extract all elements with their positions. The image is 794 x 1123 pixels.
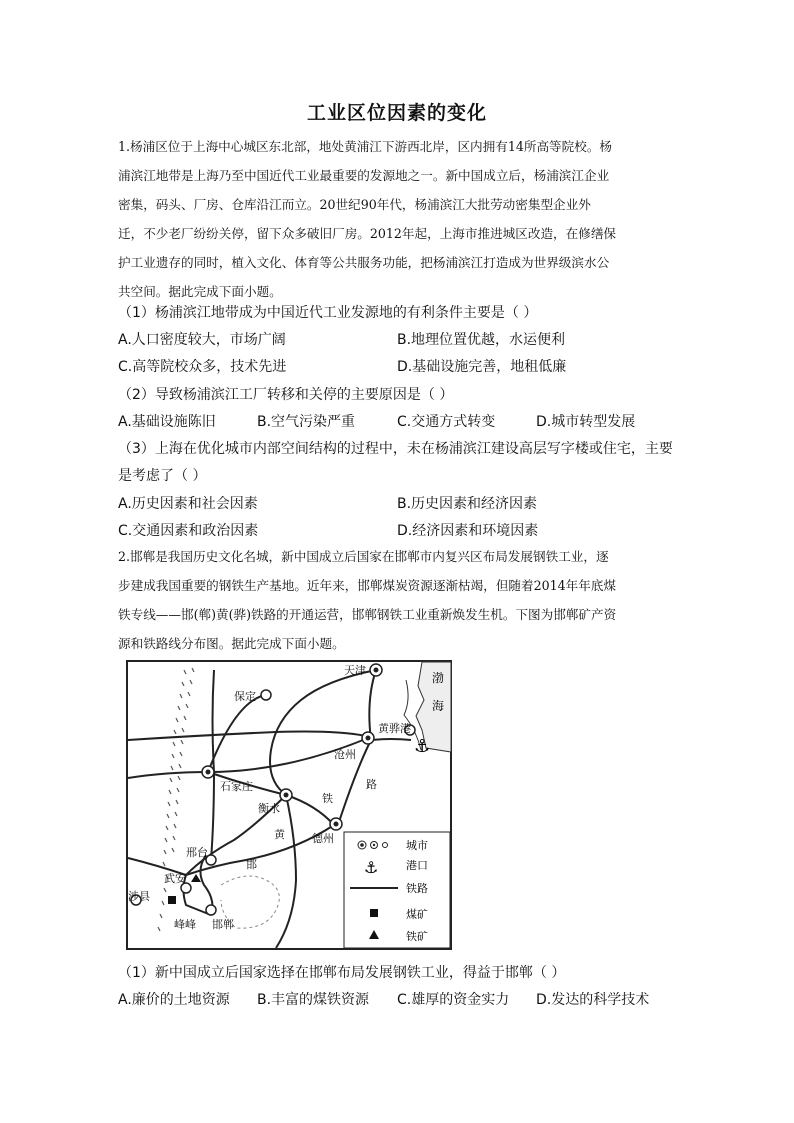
question-2-stem: （2）导致杨浦滨江工厂转移和关停的主要原因是（ ） bbox=[118, 387, 454, 403]
city-handan-marker bbox=[206, 905, 216, 915]
legend-rail: 铁路 bbox=[406, 882, 428, 895]
label-xingtai: 邢台 bbox=[186, 846, 208, 859]
passage-1 bbox=[118, 132, 678, 306]
coal-mine-marker bbox=[168, 896, 176, 904]
legend-coal: 煤矿 bbox=[406, 908, 428, 921]
rail-label-huang: 黄 bbox=[274, 828, 285, 841]
map-legend bbox=[344, 832, 450, 948]
q2-option-d[interactable]: D.城市转型发展 bbox=[536, 414, 636, 430]
passage-line: 密集，码头、厂房、仓库沿江而立。20世纪90年代，杨浦滨江大批劳动密集型企业外 bbox=[118, 197, 591, 212]
legend-port: 港口 bbox=[406, 859, 428, 872]
label-shijiazhuang: 石家庄 bbox=[220, 780, 253, 793]
passage-line: 源和铁路线分布图。据此完成下面小题。 bbox=[118, 636, 345, 651]
question-4-stem: （1）新中国成立后国家选择在邯郸布局发展钢铁工业，得益于邯郸（ ） bbox=[118, 965, 566, 981]
passage-line: 迁，不少老厂纷纷关停，留下众多破旧厂房。2012年起，上海市推进城区改造，在修缮保 bbox=[118, 226, 617, 241]
label-handan: 邯郸 bbox=[212, 918, 234, 931]
q3-option-b[interactable]: B.历史因素和经济因素 bbox=[397, 496, 538, 512]
passage-line: 共空间。据此完成下面小题。 bbox=[118, 284, 282, 299]
passage-line: 浦滨江地带是上海乃至中国近代工业最重要的发源地之一。新中国成立后，杨浦滨江企业 bbox=[118, 168, 610, 183]
q4-option-c[interactable]: C.雄厚的资金实力 bbox=[397, 992, 510, 1008]
question-3-stem: （3）上海在优化城市内部空间结构的过程中，未在杨浦滨江建设高层写字楼或住宅，主要 bbox=[118, 441, 673, 457]
q3-option-a[interactable]: A.历史因素和社会因素 bbox=[118, 496, 258, 512]
passage-line: 2.邯郸是我国历史文化名城，新中国成立后国家在邯郸市内复兴区布局发展钢铁工业，逐 bbox=[118, 549, 609, 564]
legend-iron: 铁矿 bbox=[406, 930, 428, 943]
q1-option-d[interactable]: D.基础设施完善，地租低廉 bbox=[397, 359, 567, 375]
question-3-stem-cont: 是考虑了（ ） bbox=[118, 468, 207, 484]
question-1-stem: （1）杨浦滨江地带成为中国近代工业发源地的有利条件主要是（ ） bbox=[118, 305, 538, 321]
q4-option-b[interactable]: B.丰富的煤铁资源 bbox=[257, 992, 370, 1008]
anchor-icon: ⚓ bbox=[414, 736, 431, 757]
sea-label-1: 渤 bbox=[432, 671, 445, 685]
q2-option-c[interactable]: C.交通方式转变 bbox=[397, 414, 496, 430]
label-cangzhou: 沧州 bbox=[334, 748, 356, 761]
passage-2 bbox=[118, 542, 678, 658]
q1-option-b[interactable]: B.地理位置优越，水运便利 bbox=[397, 332, 566, 348]
label-hengshui: 衡水 bbox=[258, 802, 280, 815]
sea-label-2: 海 bbox=[432, 699, 445, 713]
label-tianjin: 天津 bbox=[344, 664, 366, 677]
passage-line: 步建成我国重要的钢铁生产基地。近年来，邯郸煤炭资源逐渐枯竭，但随着2014年年底煤 bbox=[118, 578, 617, 593]
handan-map bbox=[126, 660, 452, 950]
label-huanghua: 黄骅港 bbox=[378, 722, 411, 735]
passage-line: 1.杨浦区位于上海中心城区东北部，地处黄浦江下游西北岸，区内拥有14所高等院校。杨 bbox=[118, 139, 613, 154]
rail-label-tie: 铁 bbox=[322, 792, 333, 805]
q4-option-d[interactable]: D.发达的科学技术 bbox=[536, 992, 650, 1008]
q4-option-a[interactable]: A.廉价的土地资源 bbox=[118, 992, 230, 1008]
rail-label-han: 邯 bbox=[246, 858, 257, 871]
q1-option-a[interactable]: A.人口密度较大，市场广阔 bbox=[118, 332, 286, 348]
label-baoding: 保定 bbox=[234, 690, 256, 703]
passage-line: 护工业遗存的同时，植入文化、体育等公共服务功能，把杨浦滨江打造成为世界级滨水公 bbox=[118, 255, 610, 270]
city-baoding-marker bbox=[261, 690, 271, 700]
legend-city: 城市 bbox=[406, 839, 428, 852]
legend-anchor-icon: ⚓ bbox=[364, 858, 379, 877]
label-fengfeng: 峰峰 bbox=[174, 918, 196, 931]
page-title: 工业区位因素的变化 bbox=[306, 102, 487, 124]
rail-label-lu: 路 bbox=[366, 778, 377, 791]
q3-option-d[interactable]: D.经济因素和环境因素 bbox=[397, 523, 539, 539]
q3-option-c[interactable]: C.交通因素和政治因素 bbox=[118, 523, 259, 539]
label-shexian: 涉县 bbox=[128, 890, 150, 903]
q2-option-b[interactable]: B.空气污染严重 bbox=[257, 414, 356, 430]
passage-line: 铁专线——邯(郸)黄(骅)铁路的开通运营，邯郸钢铁工业重新焕发生机。下图为邯郸矿产资 bbox=[118, 607, 617, 622]
label-dezhou: 德州 bbox=[312, 832, 334, 845]
label-wuan: 武安 bbox=[164, 872, 186, 885]
q1-option-c[interactable]: C.高等院校众多，技术先进 bbox=[118, 359, 287, 375]
q2-option-a[interactable]: A.基础设施陈旧 bbox=[118, 414, 216, 430]
